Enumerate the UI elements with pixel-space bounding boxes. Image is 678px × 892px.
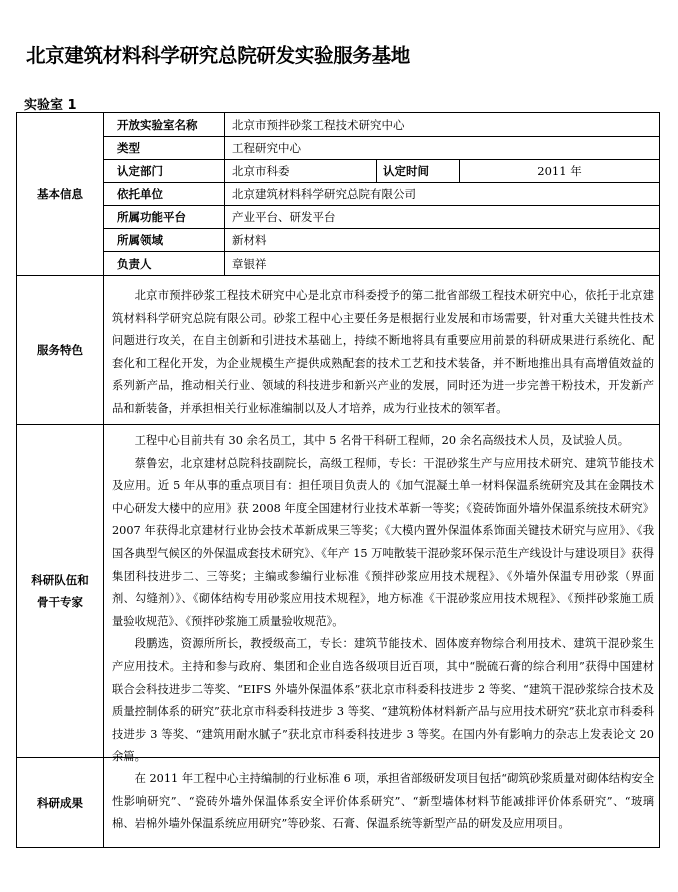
row-value-type: 工程研究中心: [232, 141, 301, 155]
row-value-dept: 北京市科委: [232, 164, 290, 178]
grid-line: [103, 112, 104, 847]
row-value-field: 新材料: [232, 233, 267, 247]
grid-line: [16, 424, 660, 425]
section-team-label-line2: 骨干专家: [37, 595, 83, 609]
grid-line: [16, 275, 660, 276]
grid-line: [103, 251, 659, 252]
grid-line: [103, 228, 659, 229]
team-text: [112, 430, 654, 769]
row-key-leader: 负责人: [117, 256, 152, 271]
row-value-platform: 产业平台、研发平台: [232, 210, 336, 224]
grid-line: [376, 159, 377, 182]
section-team-label: [17, 425, 103, 757]
row-key-platform: 所属功能平台: [117, 210, 186, 224]
team-paragraph: 工程中心目前共有 30 余名员工，其中 5 名骨干科研工程师，20 余名高级技术人员，及试验人员。: [134, 434, 630, 447]
row-key-time: 认定时间: [383, 164, 429, 178]
row-key-dept: 认定部门: [117, 164, 163, 178]
row-key-field: 所属领域: [117, 233, 163, 247]
results-text: 在 2011 年工程中心主持编制的行业标准 6 项，承担省部级研发项目包括“砌筑砂浆质量对砌体结构安全性影响研究”、“瓷砖外墙外保温体系安全评价体系研究”、“新型墙体材料节能减排评价体系研究”、“玻璃棉、岩棉外墙外保温系统应用研究”等砂浆、石膏、保温系统等新型产品的研发及应用项目。: [112, 772, 654, 831]
page-title: 北京建筑材料科学研究总院研发实验服务基地: [26, 44, 411, 67]
grid-line: [103, 205, 659, 206]
row-key-type: 类型: [117, 141, 140, 155]
service-text: 北京市预拌砂浆工程技术研究中心是北京市科委授予的第二批省部级工程技术研究中心，依托于北京建筑材料科学研究总院有限公司。砂浆工程中心主要任务是根据行业发展和市场需要，针对重大关键共性技术问题进行攻关，在自主创新和引进技术基础上，持续不断地将具有重要应用前景的科研成果进行系统化、配套化和工程化开发，为企业规模生产提供成熟配套的技术工艺和技术装备，并不断地推出具有高增值效益的系列新产品，推动相关行业、领域的科技进步和新兴产业的发展，同时还为进一步完善干粉技术，开发新产品和新装备，并承担相关行业标准编制以及人才培养，成为行业技术的领军者。: [112, 289, 654, 415]
grid-line: [103, 136, 659, 137]
row-key-lab-name: 开放实验室名称: [117, 117, 198, 132]
section-service-label: 服务特色: [37, 343, 83, 357]
row-value-time: 2011 年: [537, 164, 582, 178]
lab-label: 实验室 1: [24, 98, 77, 113]
section-basic-label: 基本信息: [37, 186, 83, 201]
team-paragraph: 段鹏选，资源所所长，教授级高工，专长：建筑节能技术、固体废弃物综合利用技术、建筑干混砂浆生产应用技术。主持和参与政府、集团和企业自选各级项目近百项，其中“脱硫石膏的综合利用”获得中国建材联合会科技进步二等奖、“EIFS 外墙外保温体系”获北京市科委科技进步 2 等奖、“建筑干混砂浆综合技术及质量控制体系的研究”获北京市科委科技进步 3 等奖、“建筑粉体材料新产品与应用技术研究”获北京市科委科技进步 3 等奖、“建筑用耐水腻子”获北京市科委科技进步 3 等奖。在国内外有影响力的杂志上发表论文 20 余篇。: [112, 637, 654, 764]
team-paragraph: 蔡鲁宏，北京建材总院科技副院长，高级工程师，专长：干混砂浆生产与应用技术研究、建筑节能技术及应用。近 5 年从事的重点项目有：担任项目负责人的《加气混凝土单一材料保温系统研究及其在金隅技术中心研发大楼中的应用》获 2008 年度全国建材行业技术革新一等奖；《瓷砖饰面外墙外保温系统技术研究》2007 年获得北京建材行业协会技术革新成果三等奖；《大模内置外保温体系饰面关键技术研究与应用》、《我国各典型气候区的外保温成套技术研究》、《年产 15 万吨散装干混砂浆环保示范生产线设计与建设项目》获得集团科技进步二、三等奖；主编或参编行业标准《预拌砂浆应用技术规程》、《外墙外保温专用砂浆（界面剂、勾缝剂）》、《砌体结构专用砂浆应用技术规程》，地方标准《干混砂浆应用技术规程》、《预拌砂浆施工质量验收规范》、《预拌砂浆施工质量验收规范》。: [112, 456, 654, 628]
row-value-leader: 章银祥: [232, 256, 267, 271]
row-value-host: 北京建筑材料科学研究总院有限公司: [232, 187, 416, 201]
section-results-label: 科研成果: [37, 795, 83, 810]
section-team-label-line1: 科研队伍和: [31, 573, 89, 587]
row-key-host: 依托单位: [117, 187, 163, 201]
row-value-lab-name: 北京市预拌砂浆工程技术研究中心: [232, 117, 405, 132]
